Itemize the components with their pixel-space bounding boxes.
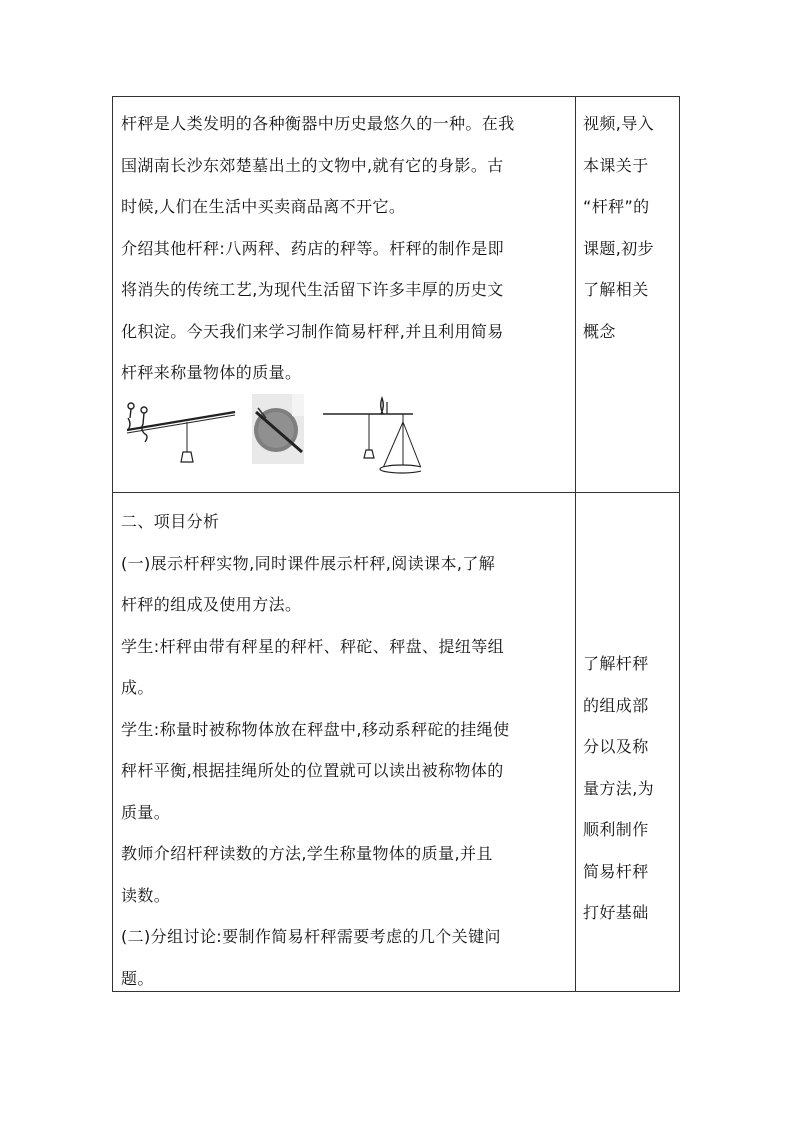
row1-line: 杆秤来称量物体的质量。 — [121, 363, 302, 382]
steelyard-hanging-image — [121, 400, 237, 464]
row2-content-cell — [121, 501, 573, 999]
row2-note-line: 打好基础 — [583, 903, 649, 922]
row1-note-line: 概念 — [583, 321, 616, 341]
row2-note-line: 了解杆秤 — [583, 654, 649, 673]
row2-line: 题。 — [121, 968, 154, 988]
lesson-table — [112, 96, 680, 992]
row2-line: 读数。 — [121, 885, 171, 905]
row2-note-line: 量方法,为 — [583, 778, 655, 798]
column-divider — [575, 97, 576, 991]
row2-line: 学生:杆秤由带有秤星的秤杆、秤砣、秤盘、提纽等组 — [121, 636, 504, 656]
row2-note-cell — [583, 643, 677, 934]
row1-note-line: 本课关于 — [583, 155, 649, 175]
row1-line: 化积淀。今天我们来学习制作简易杆秤,并且利用简易 — [121, 321, 504, 341]
row2-line: 杆秤的组成及使用方法。 — [121, 595, 302, 614]
steelyard-pan-image — [317, 392, 421, 474]
section-heading: 二、项目分析 — [121, 512, 220, 531]
steelyard-photo-image — [252, 394, 304, 464]
row2-line: (一)展示杆秤实物,同时课件展示杆秤,阅读课本,了解 — [121, 553, 496, 573]
row2-note-line: 分以及称 — [583, 737, 649, 756]
row1-line: 国湖南长沙东郊楚墓出土的文物中,就有它的身影。古 — [121, 155, 504, 175]
row1-line: 将消失的传统工艺,为现代生活留下许多丰厚的历史文 — [121, 280, 504, 299]
row2-line: 学生:称量时被称物体放在秤盘中,移动系秤砣的挂绳使 — [121, 719, 510, 739]
row-divider — [113, 492, 679, 493]
row1-note-line: 课题,初步 — [583, 238, 655, 258]
row1-note-line: 视频,导入 — [583, 114, 655, 133]
row2-line: 教师介绍杆秤读数的方法,学生称量物体的质量,并且 — [121, 844, 493, 863]
row1-note-cell — [583, 103, 677, 352]
row2-line: 秤杆平衡,根据挂绳所处的位置就可以读出被称物体的 — [121, 761, 504, 780]
row1-note-line: 了解相关 — [583, 280, 649, 299]
row2-note-line: 的组成部 — [583, 695, 649, 715]
row1-line: 杆秤是人类发明的各种衡器中历史最悠久的一种。在我 — [121, 114, 515, 133]
row1-line: 时候,人们在生活中买卖商品离不开它。 — [121, 197, 406, 216]
row2-line: (二)分组讨论:要制作简易杆秤需要考虑的几个关键问 — [121, 927, 501, 946]
row1-content-cell — [121, 103, 573, 476]
row2-line: 成。 — [121, 678, 154, 697]
row2-note-line: 简易杆秤 — [583, 861, 649, 881]
steelyard-images — [121, 396, 573, 476]
row2-line: 质量。 — [121, 802, 171, 822]
row2-note-line: 顺利制作 — [583, 820, 649, 839]
row1-line: 介绍其他杆秤:八两秤、药店的秤等。杆秤的制作是即 — [121, 238, 504, 258]
row1-note-line: “杆秤”的 — [583, 197, 650, 216]
